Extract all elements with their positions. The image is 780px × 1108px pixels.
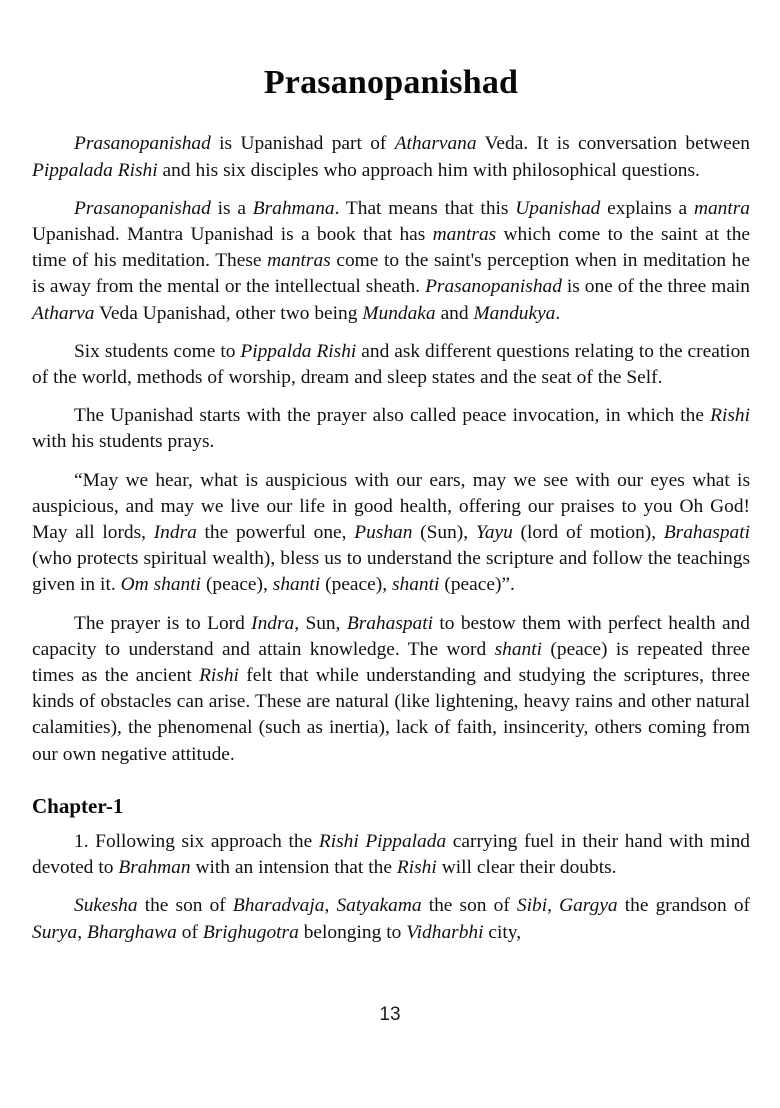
paragraph-2: Prasanopanishad is a Brahmana. That means that this Upanishad explains a mantra Upanishad. Mantra Upanishad is a book that has mantras which come to the saint at the time of his meditation. These mantras come to the saint's perception when in meditation he is away from the mental or the intellectual sheath. Prasanopanishad is one of the three main Atharva Veda Upanishad, other two being Mundaka and Mandukya.	[32, 197, 751, 324]
paragraph-7-verse-1: 1. Following six approach the Rishi Pippalada carrying fuel in their hand with mind devoted to Brahman with an intension that the Rishi will clear their doubts.	[32, 831, 750, 879]
page-title: Prasanopanishad	[263, 64, 519, 101]
paragraph-6: The prayer is to Lord Indra, Sun, Brahaspati to bestow them with perfect health and capacity to understand and attain knowledge. The word shanti (peace) is repeated three times as the ancient Rishi felt that while understanding and studying the scriptures, three kinds of obstacles can arise. These are natural (like lightening, heavy rains and other natural calamities), the phenomenal (such as inertia), lack of faith, insincerity, others coming from our own negative attitude.	[32, 612, 750, 765]
body-text	[32, 131, 750, 945]
paragraph-4: The Upanishad starts with the prayer also called peace invocation, in which the Rishi with his students prays.	[32, 405, 750, 453]
paragraph-3: Six students come to Pippalda Rishi and ask different questions relating to the creation of the world, methods of worship, dream and sleep states and the seat of the Self.	[32, 340, 750, 389]
page-number: 13	[379, 1004, 401, 1025]
paragraph-1: Prasanopanishad is Upanishad part of Atharvana Veda. It is conversation between Pippalada Rishi and his six disciples who approach him with philosophical questions.	[32, 133, 750, 181]
paragraph-8-disciple-list: Sukesha the son of Bharadvaja, Satyakama the son of Sibi, Gargya the grandson of Surya, Bharghawa of Brighugotra belonging to Vidharbhi city,	[32, 895, 750, 943]
paragraph-5-prayer-quote: “May we hear, what is auspicious with our ears, may we see with our eyes what is auspicious, and may we live our life in good health, offering our praises to you Oh God! May all lords, Indra the powerful one, Pushan (Sun), Yayu (lord of motion), Brahaspati (who protects spiritual wealth), bless us to understand the scripture and follow the teachings given in it. Om shanti (peace), shanti (peace), shanti (peace)”.	[32, 469, 751, 596]
page-content	[32, 0, 750, 946]
chapter-heading: Chapter-1	[32, 793, 124, 818]
